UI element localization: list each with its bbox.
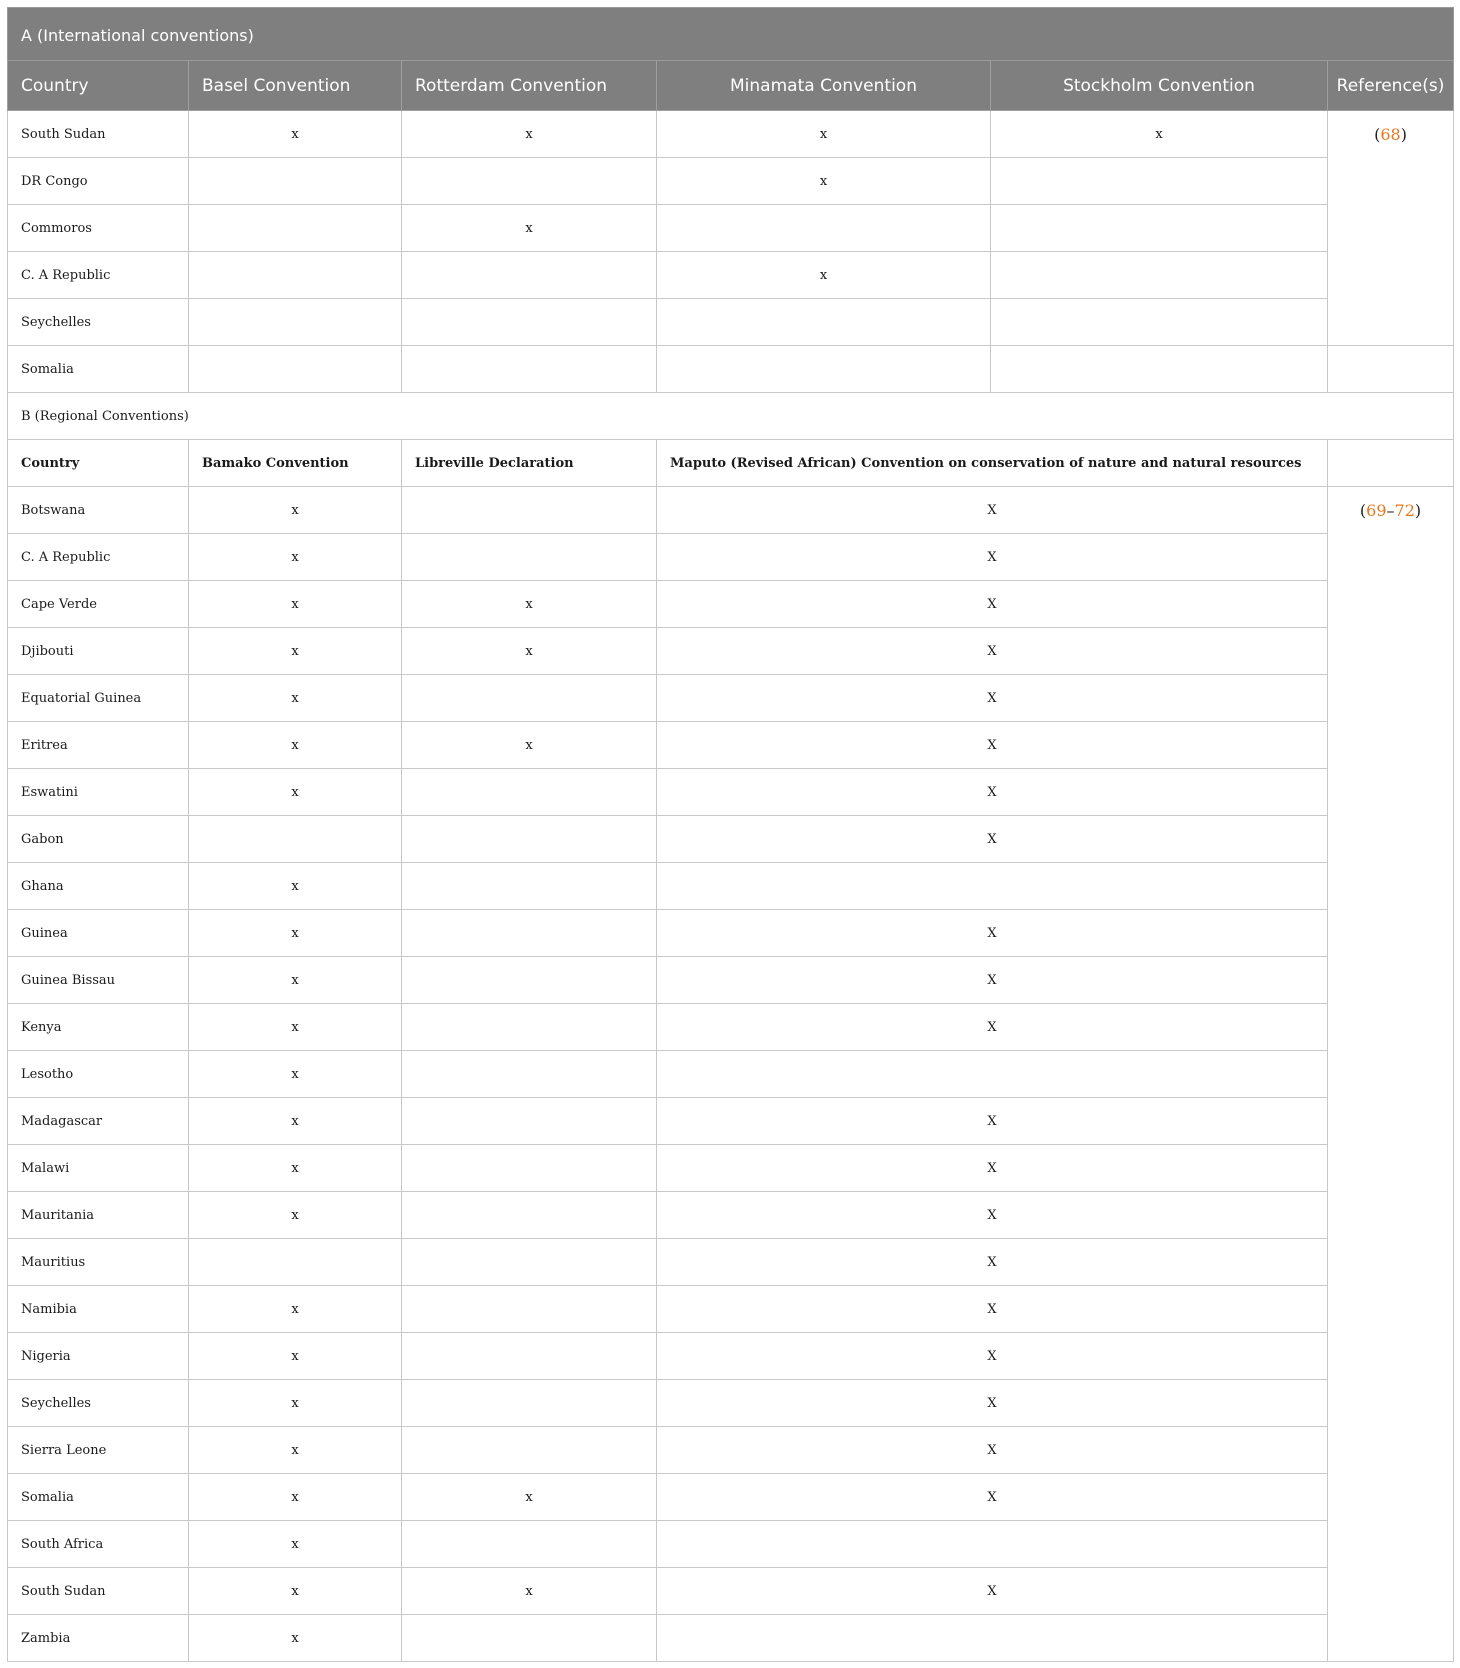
section-b-header-row xyxy=(8,440,1454,487)
maputo-mark-cell: X xyxy=(657,1427,1328,1474)
mark-cell: x xyxy=(657,252,991,299)
reference-close: ) xyxy=(1400,125,1407,144)
bamako-mark-cell: x xyxy=(189,1192,402,1239)
maputo-mark-cell: X xyxy=(657,1145,1328,1192)
conventions-table-container xyxy=(7,7,1453,1662)
bamako-mark-cell: x xyxy=(189,1333,402,1380)
country-cell: Madagascar xyxy=(8,1098,189,1145)
bamako-mark-cell: x xyxy=(189,534,402,581)
table-row xyxy=(8,863,1454,910)
libreville-mark-cell: x xyxy=(402,581,657,628)
libreville-mark-cell xyxy=(402,1098,657,1145)
section-a-title-row xyxy=(8,8,1454,61)
mark-cell xyxy=(402,299,657,346)
mark-cell xyxy=(991,299,1328,346)
table-row xyxy=(8,111,1454,158)
maputo-mark-cell: X xyxy=(657,957,1328,1004)
maputo-mark-cell: X xyxy=(657,1474,1328,1521)
mark-cell xyxy=(189,346,402,393)
maputo-mark-cell: X xyxy=(657,816,1328,863)
mark-cell xyxy=(991,158,1328,205)
libreville-mark-cell xyxy=(402,1192,657,1239)
country-cell: Namibia xyxy=(8,1286,189,1333)
country-cell: Ghana xyxy=(8,863,189,910)
maputo-mark-cell: X xyxy=(657,487,1328,534)
bamako-mark-cell xyxy=(189,816,402,863)
header-reference-b-empty xyxy=(1328,440,1454,487)
bamako-mark-cell: x xyxy=(189,487,402,534)
mark-cell xyxy=(657,205,991,252)
country-cell: Mauritius xyxy=(8,1239,189,1286)
header-minamata: Minamata Convention xyxy=(657,61,991,111)
header-country-b: Country xyxy=(8,440,189,487)
maputo-mark-cell: X xyxy=(657,1286,1328,1333)
country-cell: Commoros xyxy=(8,205,189,252)
maputo-mark-cell: X xyxy=(657,675,1328,722)
section-a-title: A (International conventions) xyxy=(8,8,1454,61)
bamako-mark-cell: x xyxy=(189,1380,402,1427)
bamako-mark-cell xyxy=(189,1239,402,1286)
section-b-title-row xyxy=(8,393,1454,440)
mark-cell xyxy=(402,346,657,393)
country-cell: C. A Republic xyxy=(8,534,189,581)
table-row xyxy=(8,1427,1454,1474)
mark-cell xyxy=(991,205,1328,252)
header-basel: Basel Convention xyxy=(189,61,402,111)
table-row xyxy=(8,816,1454,863)
country-cell: Equatorial Guinea xyxy=(8,675,189,722)
country-cell: South Sudan xyxy=(8,111,189,158)
country-cell: Djibouti xyxy=(8,628,189,675)
libreville-mark-cell xyxy=(402,816,657,863)
libreville-mark-cell xyxy=(402,910,657,957)
libreville-mark-cell xyxy=(402,957,657,1004)
table-row xyxy=(8,346,1454,393)
table-row xyxy=(8,1521,1454,1568)
libreville-mark-cell xyxy=(402,1145,657,1192)
table-row xyxy=(8,1051,1454,1098)
libreville-mark-cell xyxy=(402,534,657,581)
table-row xyxy=(8,581,1454,628)
mark-cell xyxy=(189,299,402,346)
reference-cell-b xyxy=(1328,487,1454,1662)
bamako-mark-cell: x xyxy=(189,581,402,628)
bamako-mark-cell: x xyxy=(189,1474,402,1521)
libreville-mark-cell xyxy=(402,487,657,534)
table-row xyxy=(8,1004,1454,1051)
mark-cell xyxy=(991,346,1328,393)
mark-cell xyxy=(402,252,657,299)
country-cell: Kenya xyxy=(8,1004,189,1051)
reference-dash: – xyxy=(1386,501,1395,520)
mark-cell: x xyxy=(402,205,657,252)
maputo-mark-cell xyxy=(657,1615,1328,1662)
maputo-mark-cell: X xyxy=(657,1004,1328,1051)
country-cell: Gabon xyxy=(8,816,189,863)
country-cell: Malawi xyxy=(8,1145,189,1192)
bamako-mark-cell: x xyxy=(189,1427,402,1474)
table-row xyxy=(8,299,1454,346)
bamako-mark-cell: x xyxy=(189,1145,402,1192)
maputo-mark-cell xyxy=(657,1051,1328,1098)
reference-open: ( xyxy=(1359,501,1367,520)
mark-cell xyxy=(189,158,402,205)
libreville-mark-cell xyxy=(402,1004,657,1051)
mark-cell xyxy=(657,346,991,393)
country-cell: C. A Republic xyxy=(8,252,189,299)
libreville-mark-cell xyxy=(402,1286,657,1333)
table-row xyxy=(8,1239,1454,1286)
mark-cell xyxy=(402,158,657,205)
table-row xyxy=(8,910,1454,957)
bamako-mark-cell: x xyxy=(189,957,402,1004)
country-cell: Somalia xyxy=(8,346,189,393)
section-b-title: B (Regional Conventions) xyxy=(8,393,1454,440)
maputo-mark-cell xyxy=(657,1521,1328,1568)
reference-link-68[interactable]: 68 xyxy=(1380,125,1401,144)
header-country: Country xyxy=(8,61,189,111)
libreville-mark-cell xyxy=(402,1521,657,1568)
country-cell: Zambia xyxy=(8,1615,189,1662)
libreville-mark-cell xyxy=(402,1051,657,1098)
bamako-mark-cell: x xyxy=(189,722,402,769)
table-row xyxy=(8,1145,1454,1192)
table-row xyxy=(8,487,1454,534)
mark-cell: x xyxy=(657,158,991,205)
mark-cell: x xyxy=(657,111,991,158)
mark-cell: x xyxy=(991,111,1328,158)
maputo-mark-cell: X xyxy=(657,1333,1328,1380)
table-row xyxy=(8,1380,1454,1427)
maputo-mark-cell: X xyxy=(657,534,1328,581)
country-cell: Cape Verde xyxy=(8,581,189,628)
country-cell: Somalia xyxy=(8,1474,189,1521)
mark-cell xyxy=(189,205,402,252)
bamako-mark-cell: x xyxy=(189,1004,402,1051)
libreville-mark-cell xyxy=(402,863,657,910)
country-cell: Nigeria xyxy=(8,1333,189,1380)
mark-cell xyxy=(657,299,991,346)
table-row xyxy=(8,1615,1454,1662)
maputo-mark-cell: X xyxy=(657,581,1328,628)
mark-cell: x xyxy=(402,111,657,158)
bamako-mark-cell: x xyxy=(189,910,402,957)
table-row xyxy=(8,205,1454,252)
table-row xyxy=(8,769,1454,816)
header-stockholm: Stockholm Convention xyxy=(991,61,1328,111)
table-row xyxy=(8,957,1454,1004)
mark-cell: x xyxy=(189,111,402,158)
table-row xyxy=(8,628,1454,675)
table-row xyxy=(8,1474,1454,1521)
country-cell: Botswana xyxy=(8,487,189,534)
table-row xyxy=(8,1568,1454,1615)
table-row xyxy=(8,1192,1454,1239)
maputo-mark-cell: X xyxy=(657,910,1328,957)
libreville-mark-cell xyxy=(402,675,657,722)
bamako-mark-cell: x xyxy=(189,1568,402,1615)
country-cell: South Sudan xyxy=(8,1568,189,1615)
bamako-mark-cell: x xyxy=(189,1521,402,1568)
libreville-mark-cell xyxy=(402,769,657,816)
country-cell: Seychelles xyxy=(8,1380,189,1427)
libreville-mark-cell xyxy=(402,1427,657,1474)
maputo-mark-cell: X xyxy=(657,722,1328,769)
maputo-mark-cell: X xyxy=(657,1568,1328,1615)
table-row xyxy=(8,675,1454,722)
bamako-mark-cell: x xyxy=(189,863,402,910)
bamako-mark-cell: x xyxy=(189,1051,402,1098)
bamako-mark-cell: x xyxy=(189,675,402,722)
country-cell: Seychelles xyxy=(8,299,189,346)
maputo-mark-cell: X xyxy=(657,1239,1328,1286)
country-cell: Guinea Bissau xyxy=(8,957,189,1004)
country-cell: DR Congo xyxy=(8,158,189,205)
country-cell: Sierra Leone xyxy=(8,1427,189,1474)
empty-reference-cell xyxy=(1328,346,1454,393)
reference-link-72[interactable]: 72 xyxy=(1394,501,1415,520)
maputo-mark-cell: X xyxy=(657,1380,1328,1427)
section-a-header-row xyxy=(8,61,1454,111)
bamako-mark-cell: x xyxy=(189,1098,402,1145)
table-row xyxy=(8,1286,1454,1333)
country-cell: Mauritania xyxy=(8,1192,189,1239)
conventions-table xyxy=(7,7,1454,1662)
table-row xyxy=(8,1333,1454,1380)
table-row xyxy=(8,1098,1454,1145)
reference-cell-a xyxy=(1328,111,1454,346)
libreville-mark-cell xyxy=(402,1615,657,1662)
libreville-mark-cell: x xyxy=(402,722,657,769)
bamako-mark-cell: x xyxy=(189,1615,402,1662)
table-row xyxy=(8,722,1454,769)
header-bamako: Bamako Convention xyxy=(189,440,402,487)
libreville-mark-cell: x xyxy=(402,628,657,675)
country-cell: South Africa xyxy=(8,1521,189,1568)
bamako-mark-cell: x xyxy=(189,769,402,816)
reference-link-69[interactable]: 69 xyxy=(1366,501,1387,520)
country-cell: Eswatini xyxy=(8,769,189,816)
header-references: Reference(s) xyxy=(1328,61,1454,111)
reference-close: ) xyxy=(1414,501,1422,520)
libreville-mark-cell: x xyxy=(402,1474,657,1521)
country-cell: Lesotho xyxy=(8,1051,189,1098)
table-row xyxy=(8,158,1454,205)
reference-open: ( xyxy=(1374,125,1381,144)
header-maputo: Maputo (Revised African) Convention on conservation of nature and natural resources xyxy=(657,440,1328,487)
libreville-mark-cell xyxy=(402,1333,657,1380)
libreville-mark-cell: x xyxy=(402,1568,657,1615)
bamako-mark-cell: x xyxy=(189,628,402,675)
header-libreville: Libreville Declaration xyxy=(402,440,657,487)
maputo-mark-cell: X xyxy=(657,769,1328,816)
libreville-mark-cell xyxy=(402,1239,657,1286)
maputo-mark-cell: X xyxy=(657,1192,1328,1239)
maputo-mark-cell: X xyxy=(657,628,1328,675)
bamako-mark-cell: x xyxy=(189,1286,402,1333)
maputo-mark-cell: X xyxy=(657,1098,1328,1145)
table-row xyxy=(8,252,1454,299)
table-row xyxy=(8,534,1454,581)
header-rotterdam: Rotterdam Convention xyxy=(402,61,657,111)
country-cell: Guinea xyxy=(8,910,189,957)
mark-cell xyxy=(991,252,1328,299)
libreville-mark-cell xyxy=(402,1380,657,1427)
country-cell: Eritrea xyxy=(8,722,189,769)
mark-cell xyxy=(189,252,402,299)
maputo-mark-cell xyxy=(657,863,1328,910)
